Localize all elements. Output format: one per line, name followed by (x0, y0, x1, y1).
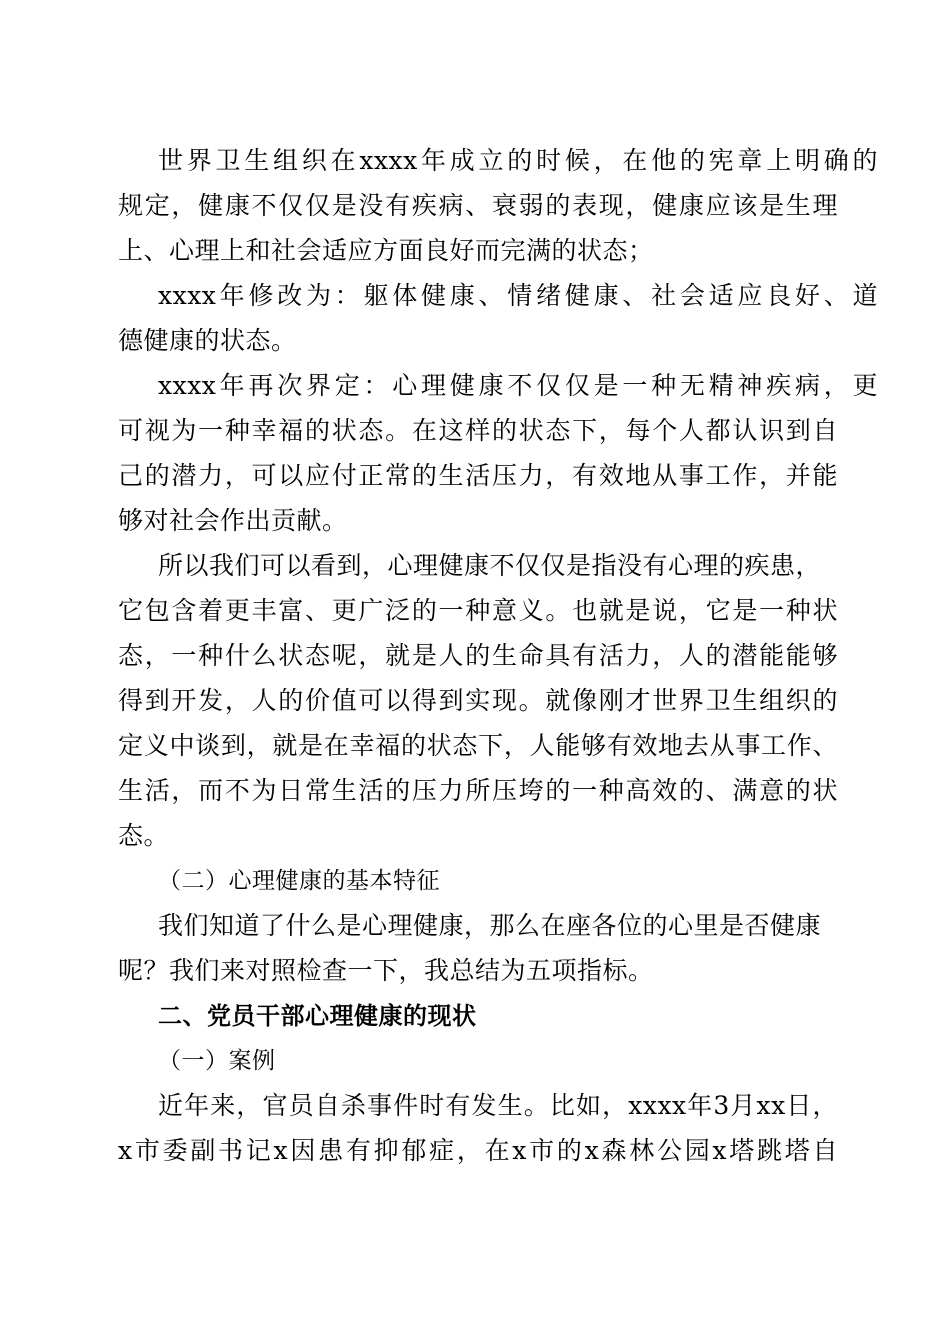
paragraph-line: 上、心理上和社会适应方面良好而完满的状态； (118, 236, 654, 265)
paragraph-line: 够对社会作出贡献。 (118, 506, 348, 535)
paragraph-line: 近年来，官员自杀事件时有发生。比如，xxxx年3月xx日， (158, 1091, 838, 1120)
paragraph-line: xxxx年再次界定：心理健康不仅仅是一种无精神疾病，更 (158, 371, 878, 400)
paragraph-line: 呢？我们来对照检查一下，我总结为五项指标。 (118, 956, 654, 985)
paragraph-line: 得到开发，人的价值可以得到实现。就像刚才世界卫生组织的 (118, 686, 838, 715)
paragraph-line: x市委副书记x因患有抑郁症，在x市的x森林公园x塔跳塔自 (118, 1136, 838, 1165)
paragraph-line: 世界卫生组织在xxxx年成立的时候，在他的宪章上明确的 (158, 146, 878, 175)
paragraph-line: xxxx年修改为：躯体健康、情绪健康、社会适应良好、道 (158, 281, 878, 310)
paragraph-line: 态。 (118, 821, 170, 850)
subheading: （二）心理健康的基本特征 (158, 868, 440, 894)
paragraph-line: 态，一种什么状态呢，就是人的生命具有活力，人的潜能能够 (118, 641, 838, 670)
paragraph-line: 所以我们可以看到，心理健康不仅仅是指没有心理的疾患， (158, 551, 822, 580)
paragraph-line: 规定，健康不仅仅是没有疾病、衰弱的表现，健康应该是生理 (118, 191, 838, 220)
paragraph-line: 德健康的状态。 (118, 326, 297, 355)
paragraph-line: 可视为一种幸福的状态。在这样的状态下，每个人都认识到自 (118, 416, 838, 445)
paragraph-line: 己的潜力，可以应付正常的生活压力，有效地从事工作，并能 (118, 461, 838, 490)
subheading: （一）案例 (158, 1048, 276, 1074)
paragraph-line: 我们知道了什么是心理健康，那么在座各位的心里是否健康 (158, 911, 822, 940)
paragraph-line: 定义中谈到，就是在幸福的状态下，人能够有效地去从事工作、 (118, 731, 838, 760)
paragraph-line: 生活，而不为日常生活的压力所压垮的一种高效的、满意的状 (118, 776, 838, 805)
section-heading: 二、党员干部心理健康的现状 (158, 1002, 477, 1030)
paragraph-line: 它包含着更丰富、更广泛的一种意义。也就是说，它是一种状 (118, 596, 838, 625)
